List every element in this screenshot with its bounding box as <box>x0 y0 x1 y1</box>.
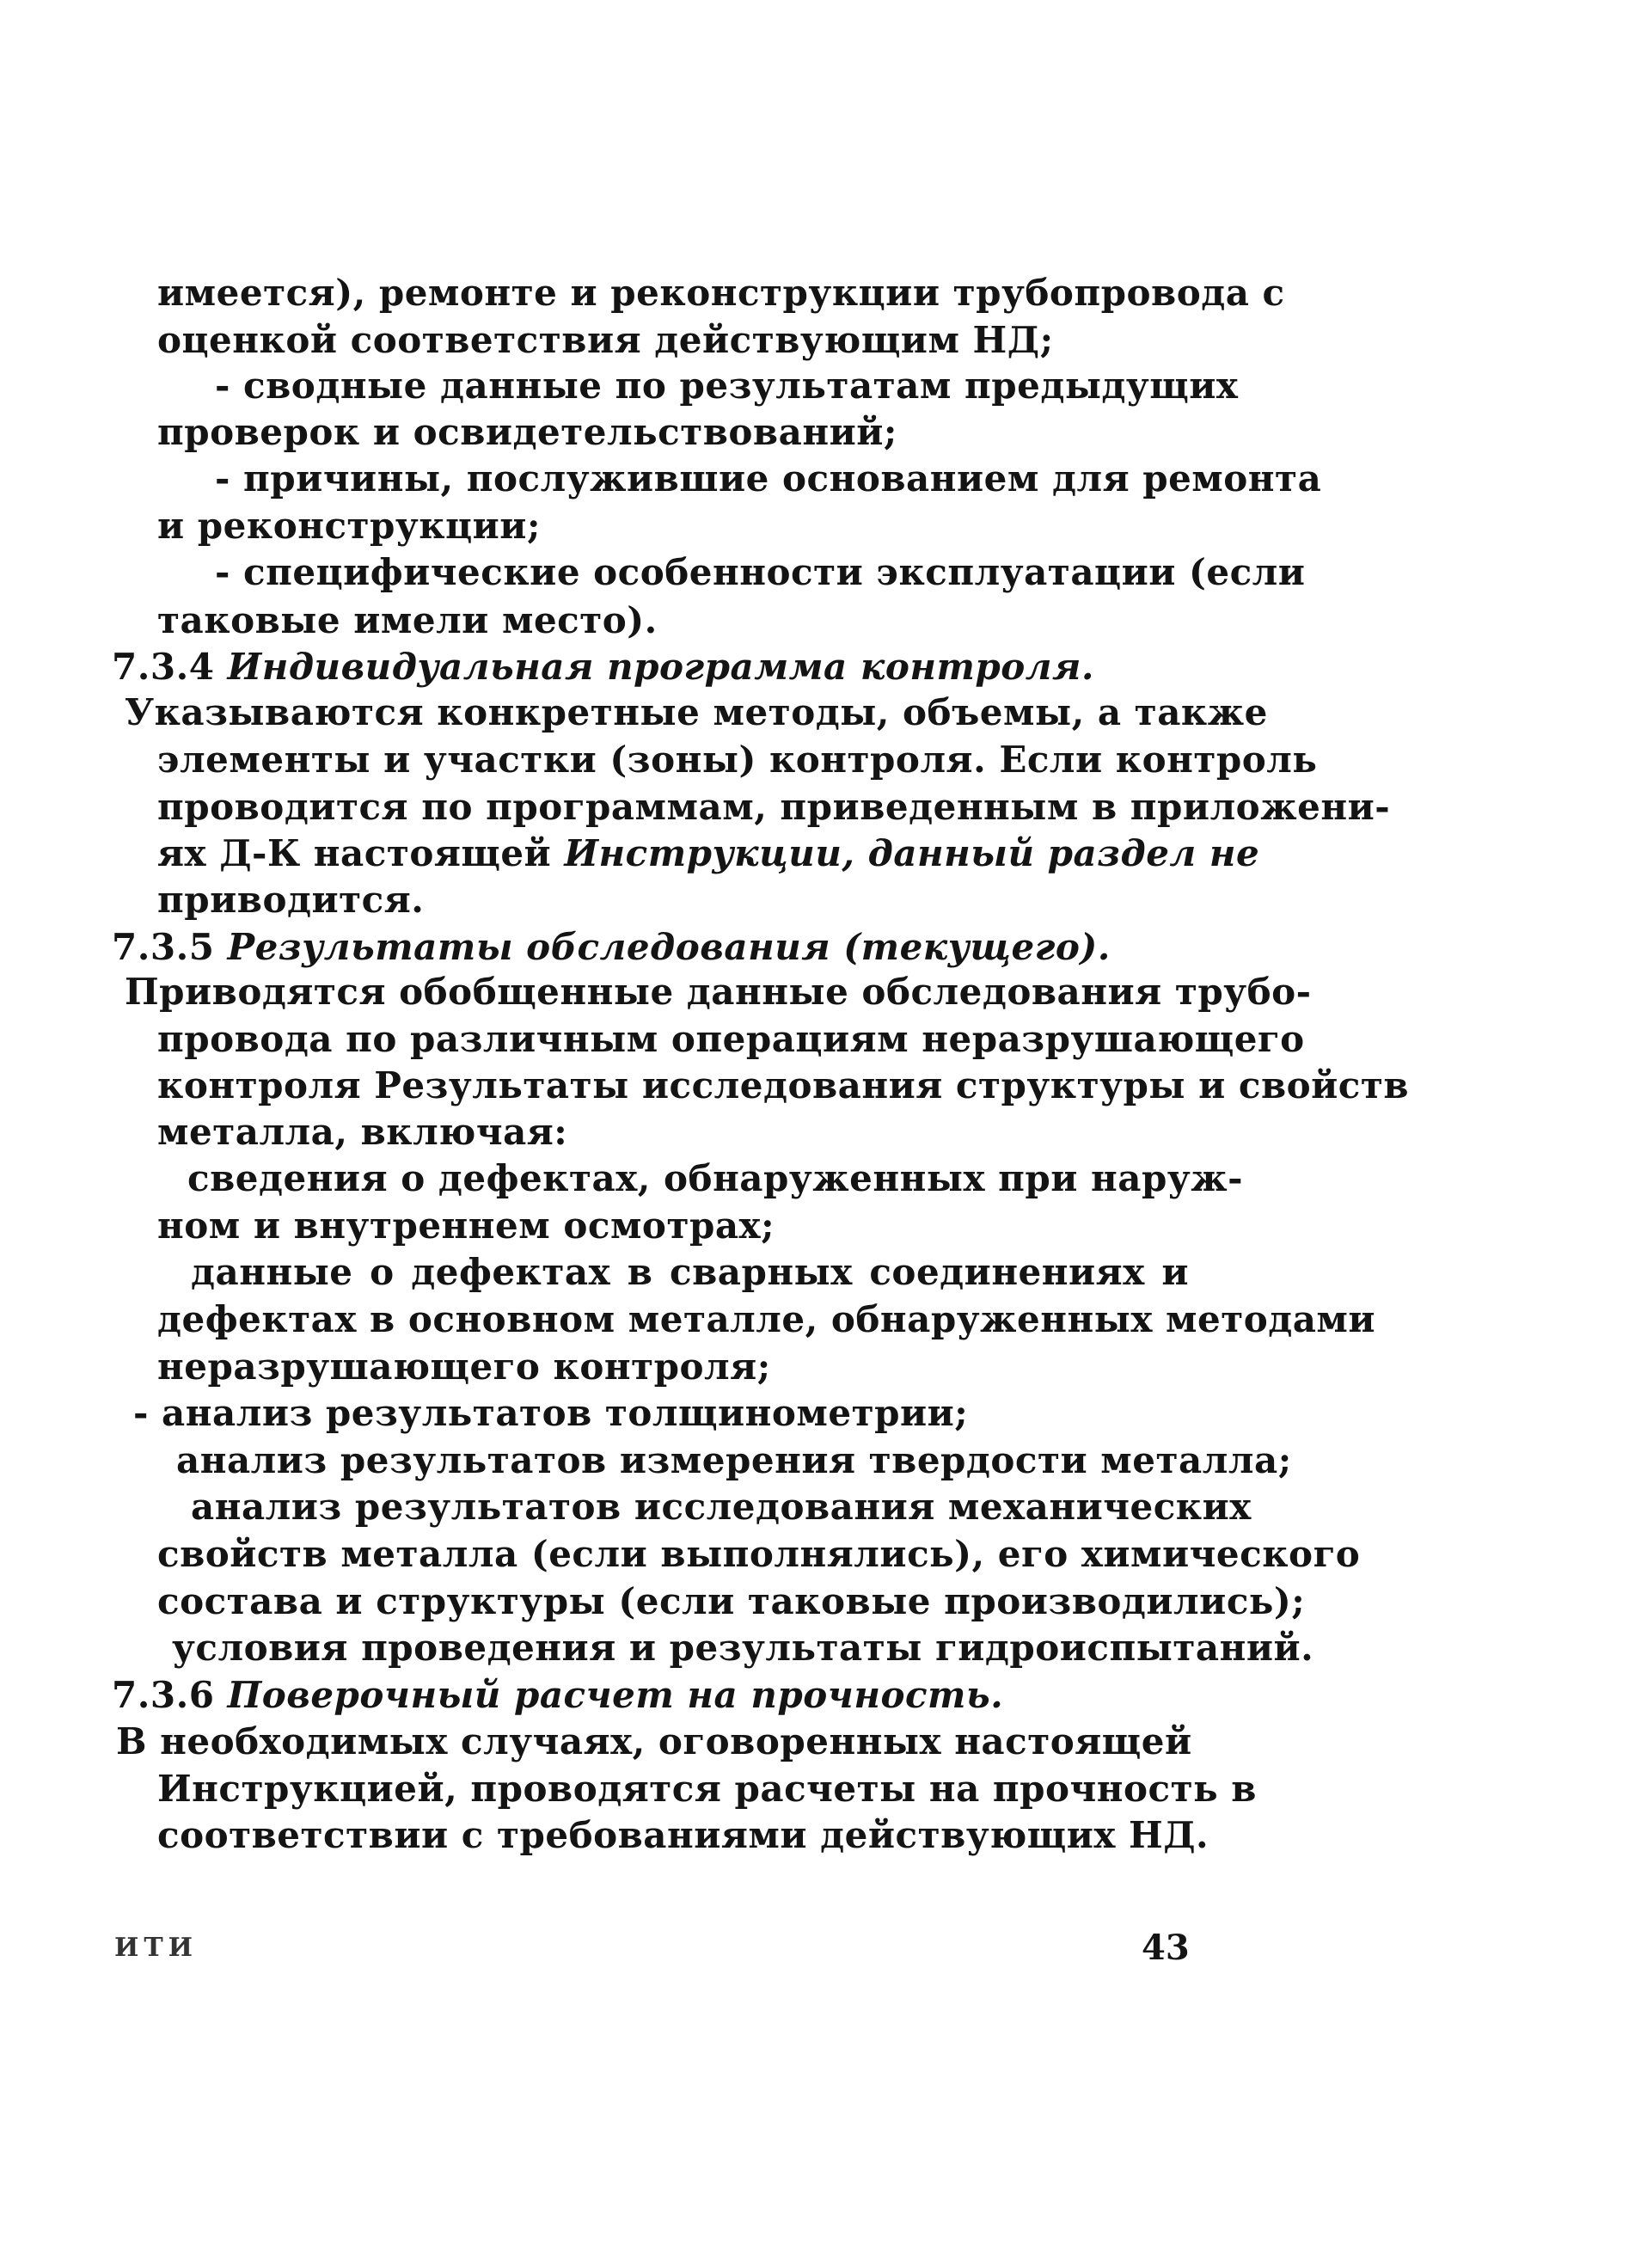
text-line: Приводятся обобщенные данные обследования трубо- <box>125 971 1312 1013</box>
list-item: - сводные данные по результатам предыдущих <box>215 365 1239 407</box>
list-item: - анализ результатов толщинометрии; <box>133 1392 969 1434</box>
text-line: имеется), ремонте и реконструкции трубопровода с <box>157 272 1285 314</box>
text-line: контроля Результаты исследования структуры и свойств <box>157 1064 1410 1106</box>
list-item: сведения о дефектах, обнаруженных при наруж- <box>187 1157 1244 1199</box>
text-line: соответствии с требованиями действующих НД. <box>157 1814 1209 1856</box>
list-item: данные о дефектах в сварных соединениях и <box>191 1251 1189 1293</box>
text-line: проверок и освидетельствований; <box>157 411 897 453</box>
text-fragment: ях Д-К настоящей <box>157 832 552 874</box>
text-line: провода по различным операциям неразрушающего <box>157 1018 1305 1060</box>
text-line: и реконструкции; <box>157 505 541 547</box>
section-number: 7.3.4 <box>112 646 215 688</box>
text-line: проводится по программам, приведенным в приложени- <box>157 786 1391 828</box>
text-line: Инструкцией, проводятся расчеты на прочность в <box>157 1768 1257 1810</box>
list-item: условия проведения и результаты гидроиспытаний. <box>172 1627 1314 1669</box>
list-item: - причины, послужившие основанием для ремонта <box>215 457 1322 500</box>
list-item: анализ результатов исследования механических <box>191 1486 1252 1528</box>
section-title: Поверочный расчет на прочность. <box>227 1674 1004 1716</box>
text-line: оценкой соответствия действующим НД; <box>157 319 1054 361</box>
section-title: Результаты обследования (текущего). <box>227 926 1111 968</box>
text-line: элементы и участки (зоны) контроля. Если контроль <box>157 739 1318 781</box>
footer-code: ИТИ <box>114 1933 199 1963</box>
text-line: металла, включая: <box>157 1111 568 1153</box>
section-number: 7.3.5 <box>112 926 215 968</box>
text-line: В необходимых случаях, оговоренных настоящей <box>116 1720 1192 1762</box>
section-heading-7-3-5 <box>112 925 1186 970</box>
text-line: таковые имели место). <box>157 599 658 641</box>
section-number: 7.3.6 <box>112 1674 215 1716</box>
list-item: анализ результатов измерения твердости металла; <box>176 1439 1292 1481</box>
text-line: неразрушающего контроля; <box>157 1345 771 1388</box>
section-heading-7-3-6 <box>112 1673 1186 1718</box>
text-line: ном и внутреннем осмотрах; <box>157 1204 775 1247</box>
text-line: свойств металла (если выполнялись), его химического <box>157 1533 1361 1575</box>
text-line: Указываются конкретные методы, объемы, а также <box>125 691 1268 733</box>
text-fragment-italic: Инструкции, данный раздел не <box>564 832 1260 874</box>
text-line <box>157 831 1260 876</box>
section-title: Индивидуальная программа контроля. <box>227 646 1095 688</box>
section-heading-7-3-4 <box>112 645 1186 690</box>
page-number: 43 <box>1142 1928 1190 1968</box>
text-line: состава и структуры (если таковые производились); <box>157 1580 1306 1622</box>
text-line: дефектах в основном металле, обнаруженных методами <box>157 1298 1376 1340</box>
list-item: - специфические особенности эксплуатации (если <box>215 551 1306 593</box>
text-line: приводится. <box>157 879 425 921</box>
